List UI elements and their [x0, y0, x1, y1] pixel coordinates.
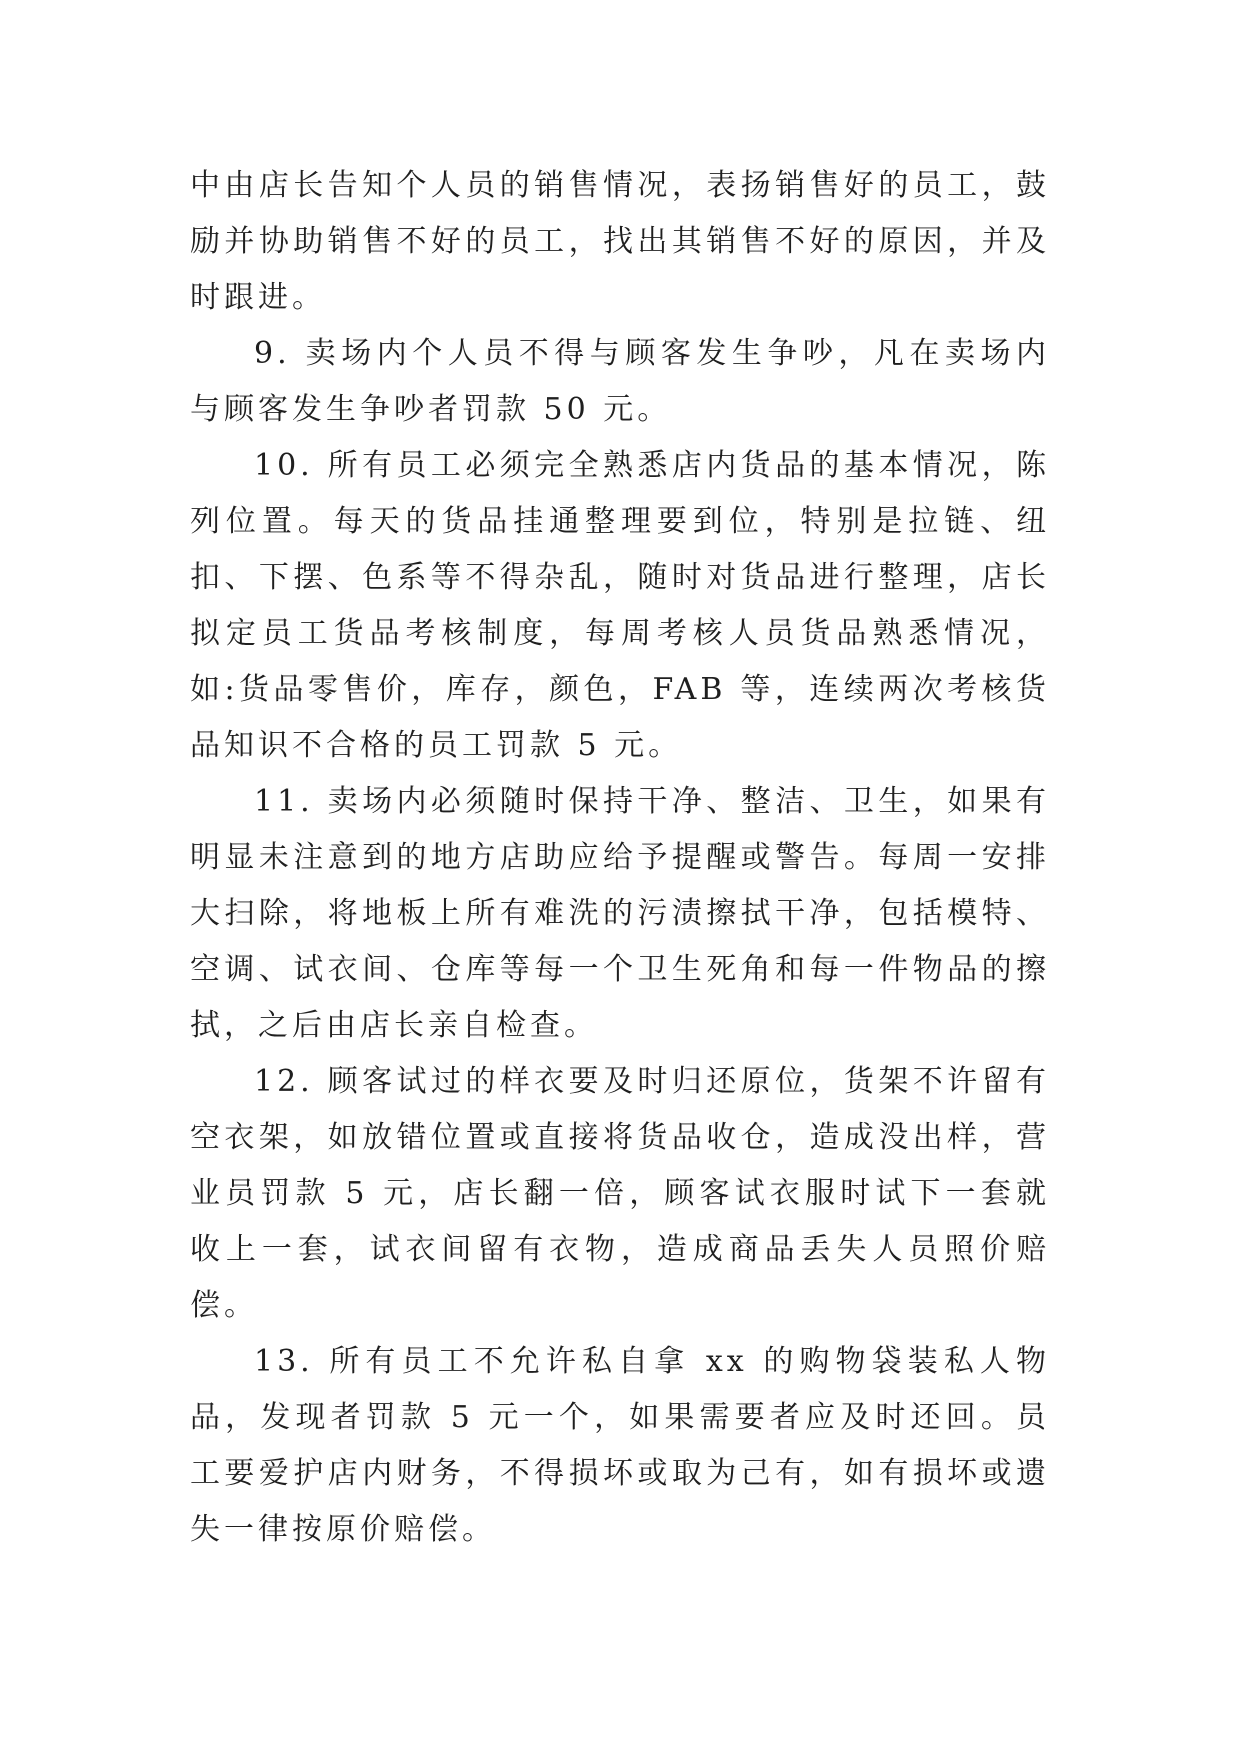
paragraph-rule-12: 12. 顾客试过的样衣要及时归还原位，货架不许留有空衣架，如放错位置或直接将货品收仓，造成没出样，营业员罚款 5 元，店长翻一倍，顾客试衣服时试下一套就收上一套，试衣间留有衣物，造成商品丢失人员照价赔偿。 [190, 1064, 1050, 1323]
paragraph-continuation: 中由店长告知个人员的销售情况，表扬销售好的员工，鼓励并协助销售不好的员工，找出其销售不好的原因，并及时跟进。 [190, 168, 1050, 315]
paragraph-rule-13: 13. 所有员工不允许私自拿 xx 的购物袋装私人物品，发现者罚款 5 元一个，如果需要者应及时还回。员工要爱护店内财务，不得损坏或取为己有，如有损坏或遗失一律按原价赔偿。 [190, 1344, 1050, 1547]
document-body [190, 158, 1050, 1558]
paragraph-rule-9: 9. 卖场内个人员不得与顾客发生争吵，凡在卖场内与顾客发生争吵者罚款 50 元。 [190, 336, 1050, 427]
paragraph-rule-10: 10. 所有员工必须完全熟悉店内货品的基本情况，陈列位置。每天的货品挂通整理要到位，特别是拉链、纽扣、下摆、色系等不得杂乱，随时对货品进行整理，店长拟定员工货品考核制度，每周考核人员货品熟悉情况，如:货品零售价，库存，颜色，FAB 等，连续两次考核货品知识不合格的员工罚款 5 元。 [190, 448, 1050, 763]
paragraph-rule-11: 11. 卖场内必须随时保持干净、整洁、卫生，如果有明显未注意到的地方店助应给予提醒或警告。每周一安排大扫除，将地板上所有难洗的污渍擦拭干净，包括模特、空调、试衣间、仓库等每一个卫生死角和每一件物品的擦拭，之后由店长亲自检查。 [190, 784, 1050, 1043]
